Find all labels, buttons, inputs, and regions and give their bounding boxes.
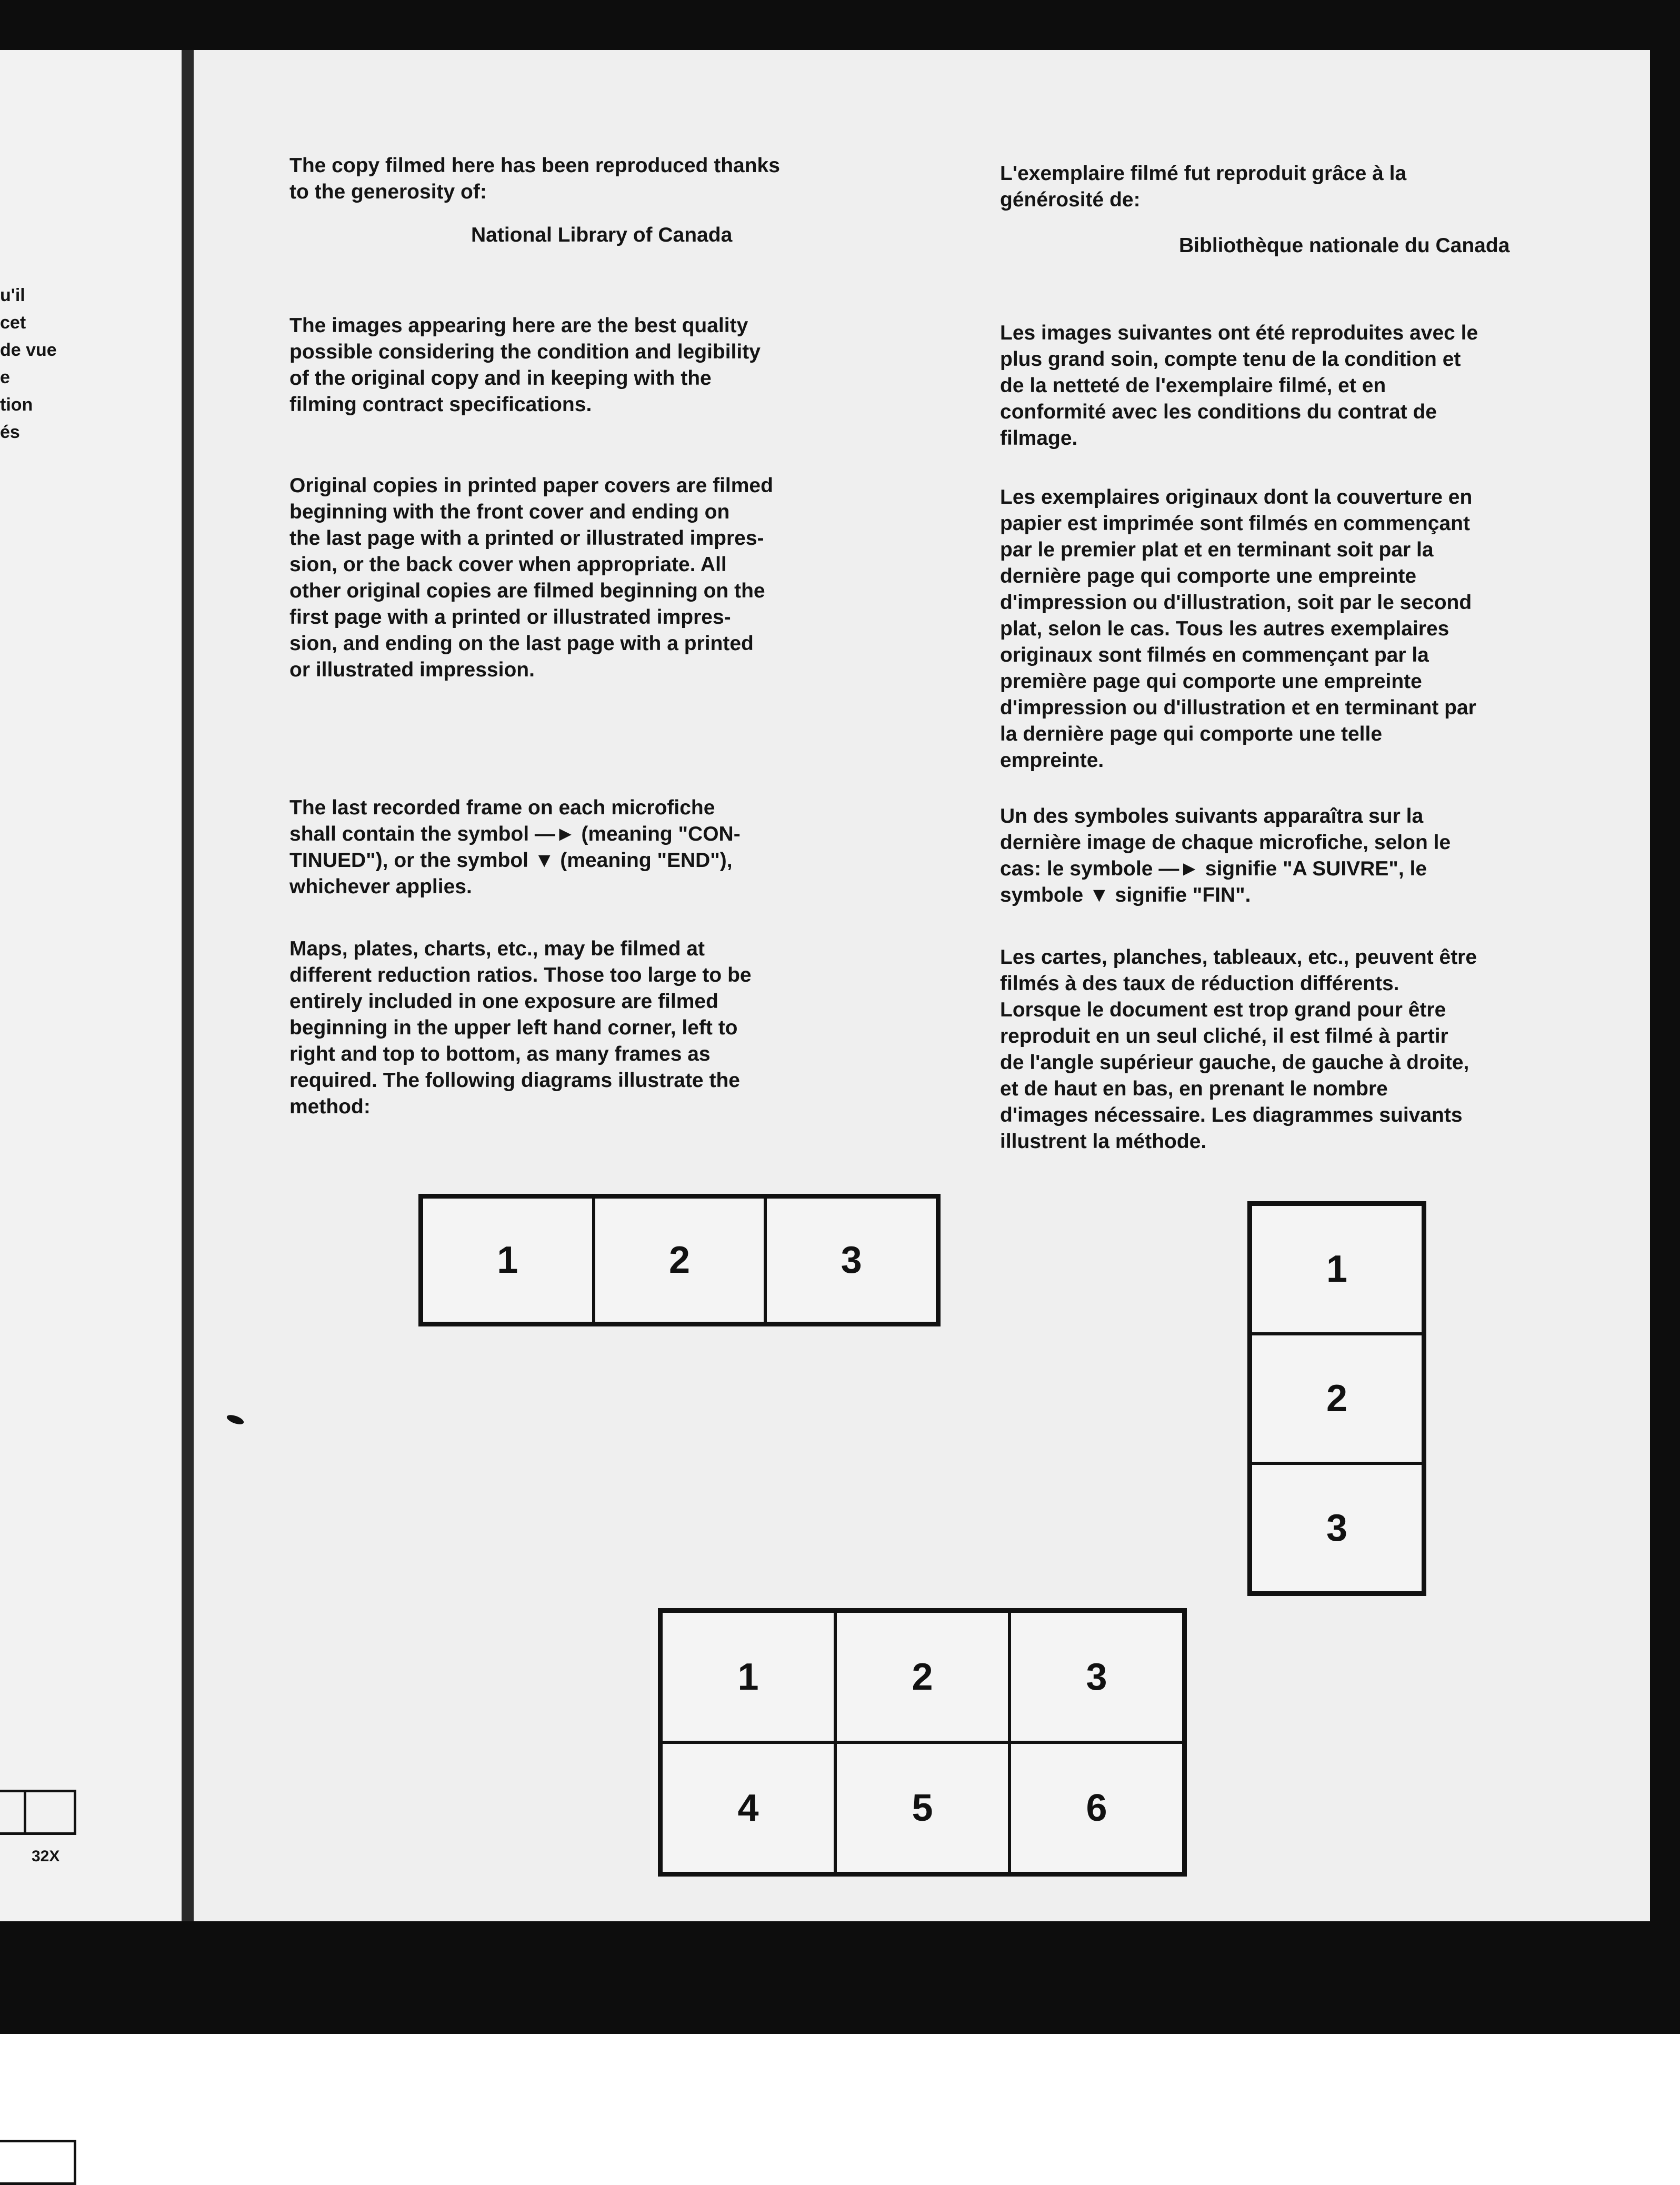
original-copies-text: Original copies in printed paper covers are filmed beginning with the front cover and ending on the last page with a printed or illustrated impres- sion, or the back cover when appropriate. All other original copies are filmed beginning on the first page with a printed or illustrated impres- sion, and ending on the last page with a printed or illustrated impression. [289, 474, 773, 681]
quality-text: The images appearing here are the best quality possible considering the condition and legibility of the original copy and in keeping with the filming contract specifications. [289, 314, 761, 416]
library-name: National Library of Canada [471, 224, 733, 246]
reduction-ratio-label: 32X [32, 1848, 60, 1865]
fragment: és [0, 422, 20, 442]
film-border-top [0, 0, 1680, 50]
quality-text-fr: Les images suivantes ont été reproduites avec le plus grand soin, compte tenu de la condition et de la netteté de l'exemplaire filmé, et en conformité avec les conditions du contrat de filmage. [1000, 322, 1478, 450]
frame-cell: 6 [1009, 1742, 1184, 1873]
fragment: u'il [0, 285, 25, 305]
thanks-text: The copy filmed here has been reproduced thanks to the generosity of: [289, 154, 780, 203]
ratio-box-divider [24, 1792, 26, 1832]
adjacent-page-text [0, 282, 57, 446]
adjacent-ratio-box [0, 1790, 76, 1835]
film-border-right [1650, 0, 1680, 2034]
last-frame-text-fr: Un des symboles suivants apparaîtra sur la dernière image de chaque microfiche, selon le cas: le symbole —► signifie "A SUIVRE", le symbole ▼ signifie "FIN". [1000, 805, 1451, 906]
frame-cell: 5 [835, 1742, 1009, 1873]
film-border-bottom [0, 1921, 1680, 2034]
row-diagram [418, 1194, 941, 1326]
library-name-fr: Bibliothèque nationale du Canada [1179, 234, 1510, 257]
last-frame-text: The last recorded frame on each microfiche shall contain the symbol —► (meaning "CON- TINUED"), or the symbol ▼ (meaning "END"), whichever applies. [289, 796, 741, 898]
frame-cell: 3 [765, 1197, 937, 1323]
adjacent-page [0, 50, 189, 1921]
fragment: e [0, 367, 10, 387]
maps-text-fr: Les cartes, planches, tableaux, etc., peuvent être filmés à des taux de réduction différents. Lorsque le document est trop grand pour être reproduit en un seul cliché, il est filmé à partir de l'angle supérieur gauche, de gauche à droite, et de haut en bas, en prenant le nombre d'images nécessaire. Les diagrammes suivants illustrent la méthode. [1000, 946, 1477, 1153]
frame-cell: 2 [1251, 1334, 1423, 1463]
column-diagram [1247, 1201, 1426, 1596]
thanks-text-fr: L'exemplaire filmé fut reproduit grâce à la générosité de: [1000, 162, 1407, 211]
frame-cell: 2 [594, 1197, 766, 1323]
frame-cell: 3 [1251, 1463, 1423, 1593]
adjacent-ratio-box [0, 2140, 76, 2185]
frame-cell: 4 [661, 1742, 835, 1873]
frame-cell: 2 [835, 1611, 1009, 1742]
frame-cell: 1 [661, 1611, 835, 1742]
grid-diagram [658, 1608, 1187, 1877]
frame-cell: 3 [1009, 1611, 1184, 1742]
frame-cell: 1 [1251, 1204, 1423, 1334]
fragment: tion [0, 395, 33, 415]
fragment: cet [0, 313, 26, 333]
maps-text: Maps, plates, charts, etc., may be filmed at different reduction ratios. Those too large to be entirely included in one exposure are filmed beginning in the upper left hand corner, left to right and top to bottom, as many frames as required. The following diagrams illustrate the method: [289, 937, 752, 1118]
fragment: de vue [0, 340, 57, 360]
original-copies-text-fr: Les exemplaires originaux dont la couverture en papier est imprimée sont filmés en commençant par le premier plat et en terminant soit par la dernière page qui comporte une empreinte d'impression ou d'illustration, soit par le second plat, selon le cas. Tous les autres exemplaires originaux sont filmés en commençant par la première page qui comporte une empreinte d'impression ou d'illustration et en terminant par la dernière page qui comporte une telle empreinte. [1000, 486, 1476, 772]
frame-cell: 1 [422, 1197, 594, 1323]
